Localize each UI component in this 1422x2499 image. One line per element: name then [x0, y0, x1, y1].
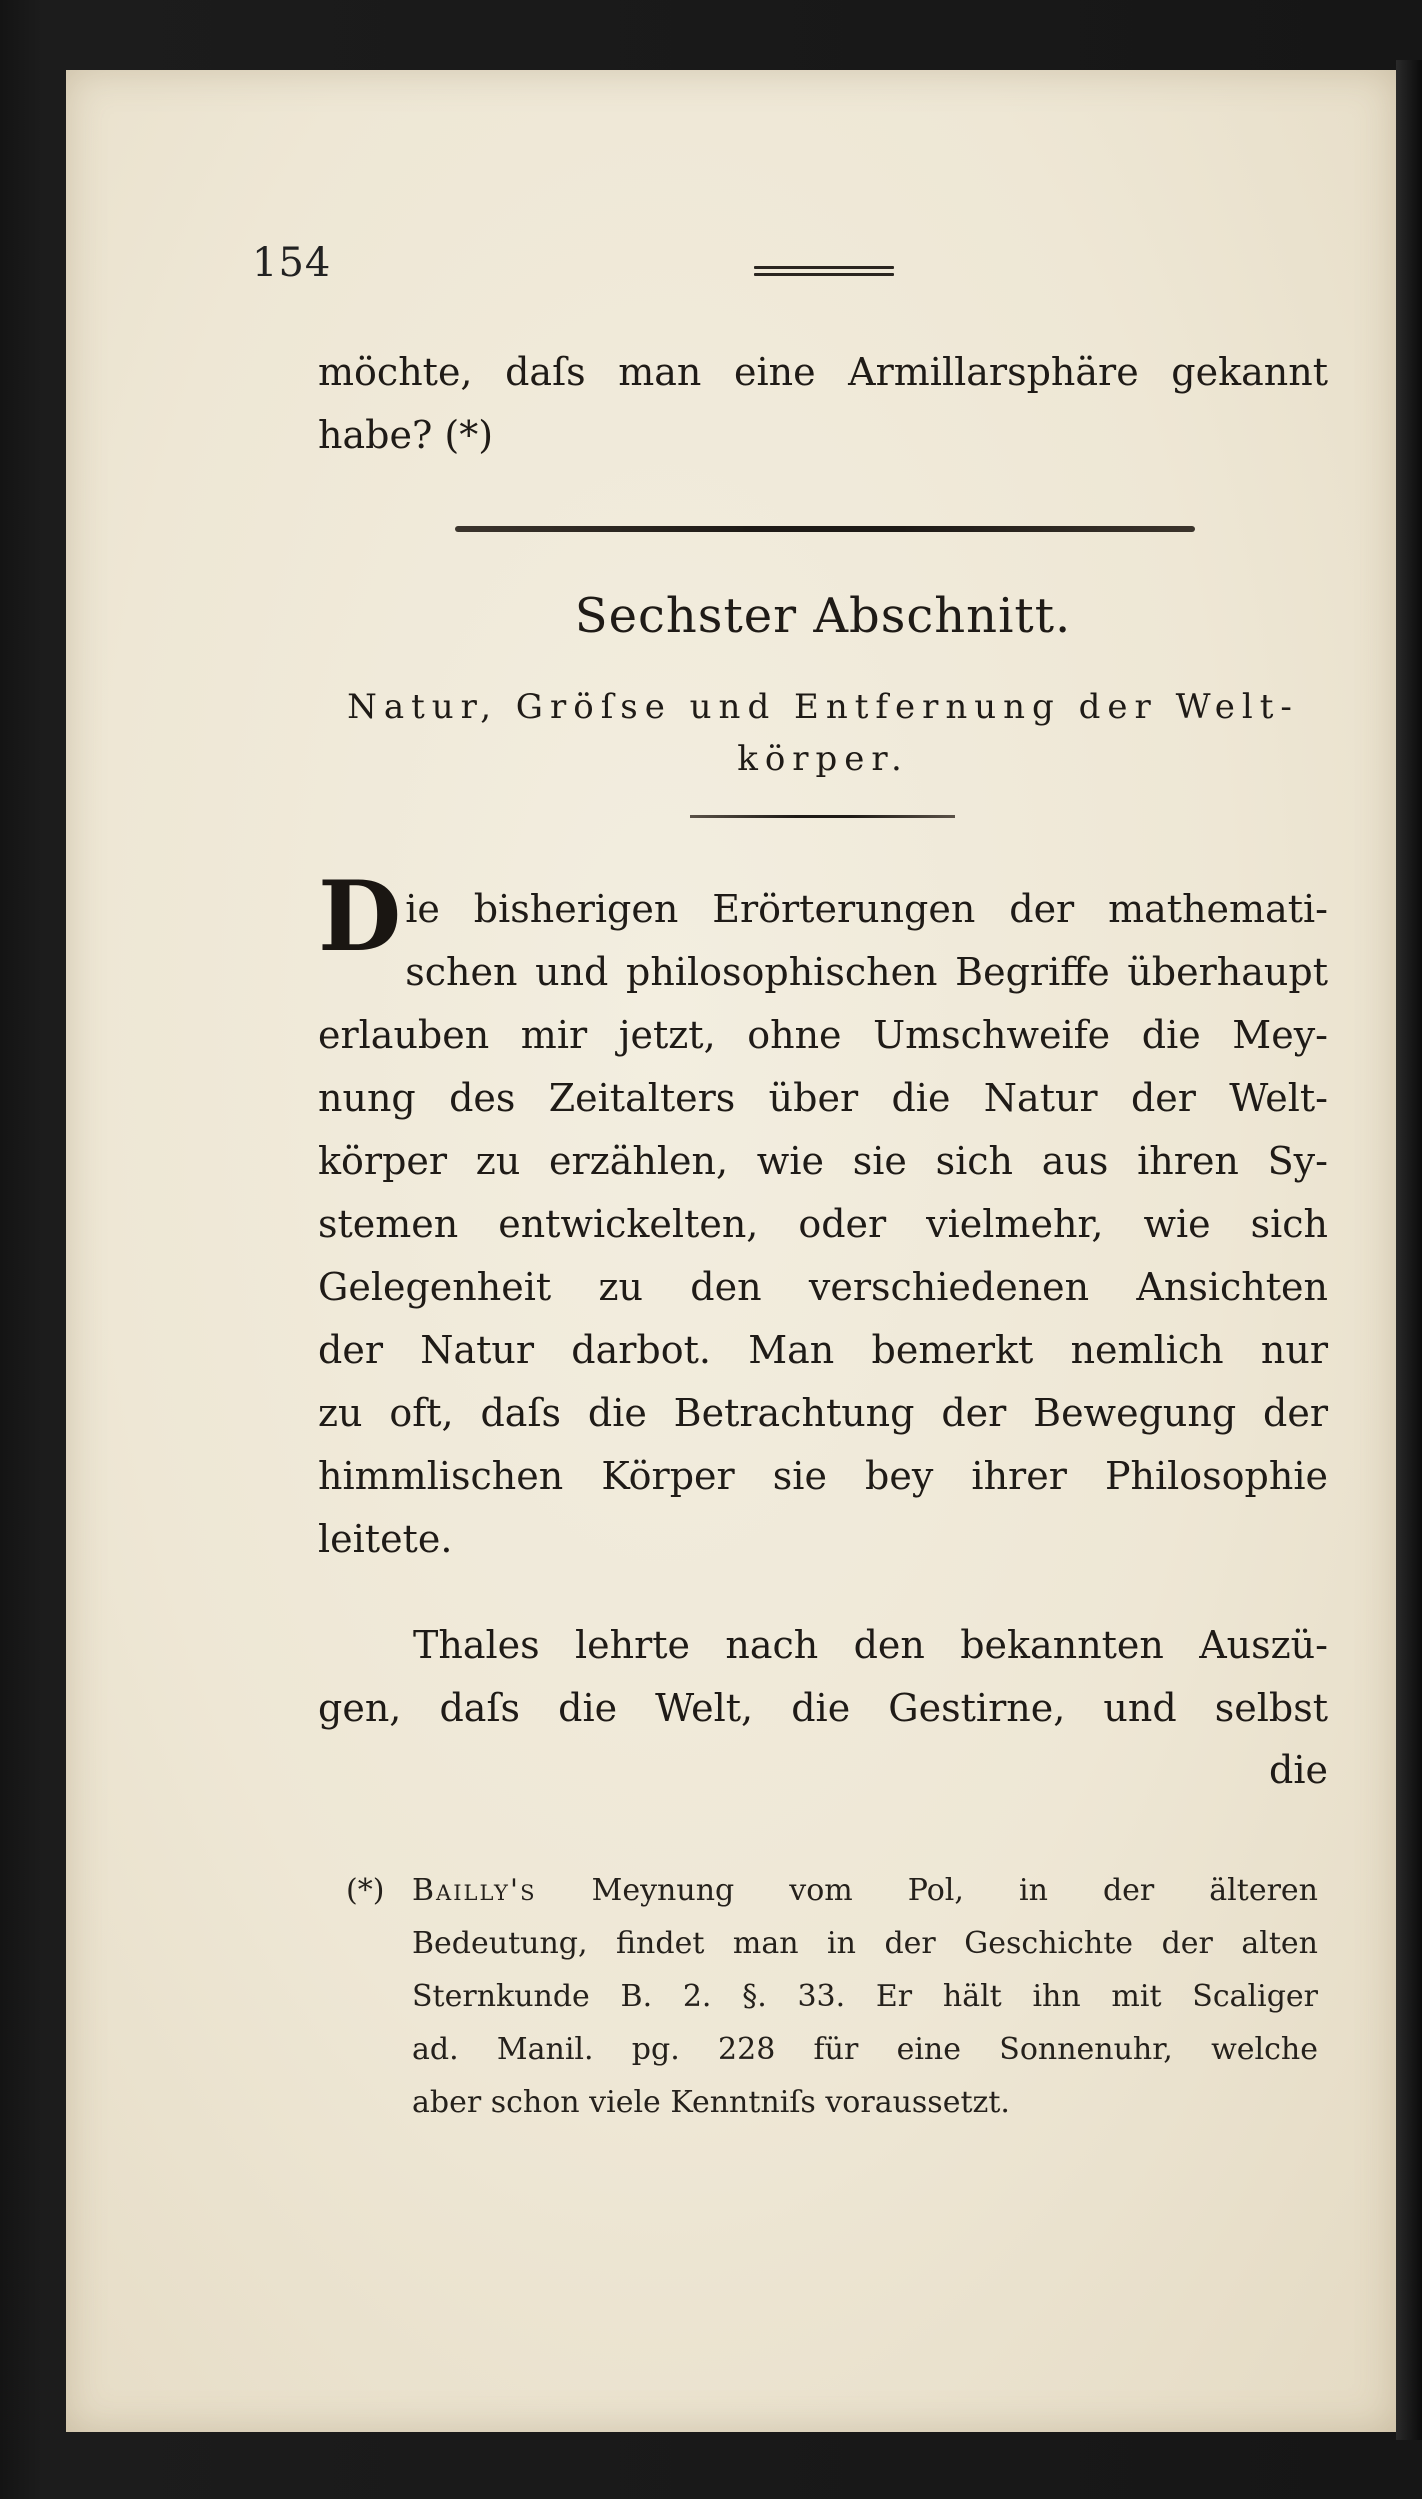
subtitle-line: Natur, Gröſse und Entfernung der Welt- [347, 687, 1299, 727]
footnote-author: Bailly's [412, 1873, 537, 1908]
book-edge [1396, 60, 1422, 2440]
footnote-line: Sternkunde B. 2. §. 33. Er hält ihn mit Scaliger [412, 1979, 1318, 2014]
text-line: habe? (*) [318, 413, 494, 457]
section-subtitle [318, 681, 1328, 785]
text-line: möchte, daſs man eine Armillarsphäre gekannt [318, 350, 1328, 394]
footnote-line: aber schon viele Kenntniſs voraussetzt. [412, 2085, 1010, 2120]
text-line: schen und philosophischen Begriffe überhaupt [405, 950, 1328, 994]
section-divider [455, 526, 1195, 532]
text-line: erlauben mir jetzt, ohne Umschweife die Mey- [318, 1013, 1328, 1057]
text-line: körper zu erzählen, wie sie sich aus ihren Sy- [318, 1139, 1328, 1183]
text-line: stemen entwickelten, oder vielmehr, wie sich [318, 1202, 1328, 1246]
text-line: leitete. [318, 1517, 453, 1561]
section-title: Sechster Abschnitt. [574, 588, 1072, 644]
drop-cap: D [318, 860, 402, 973]
subtitle-divider [690, 815, 955, 818]
paragraph-1 [318, 860, 1328, 1571]
subtitle-line: körper. [737, 739, 909, 779]
footnote-mark: (*) [346, 1873, 385, 1908]
continuation-text [318, 341, 1328, 467]
header-ornament [754, 266, 894, 284]
text-line: Thales lehrte nach den bekannten Auszü- [413, 1623, 1328, 1667]
page-number: 154 [252, 240, 332, 286]
footnote-line: Bedeutung, findet man in der Geschichte der alten [412, 1926, 1318, 1961]
text-line: der Natur darbot. Man bemerkt nemlich nur [318, 1328, 1328, 1372]
footnote-line: ad. Manil. pg. 228 für eine Sonnenuhr, welche [412, 2032, 1318, 2067]
text-line: ie bisherigen Erörterungen der mathemati- [405, 887, 1328, 931]
text-line: Gelegenheit zu den verschiedenen Ansichten [318, 1265, 1328, 1309]
paragraph-2 [318, 1614, 1328, 1740]
catch-word: die [1269, 1748, 1328, 1792]
footnote-line [412, 1864, 1318, 1917]
text-line: himmlischen Körper sie bey ihrer Philosophie [318, 1454, 1328, 1498]
footnote-line-rest: Meynung vom Pol, in der älteren [591, 1873, 1318, 1908]
text-line: zu oft, daſs die Betrachtung der Bewegung der [318, 1391, 1328, 1435]
text-line: nung des Zeitalters über die Natur der Welt- [318, 1076, 1328, 1120]
text-line: gen, daſs die Welt, die Gestirne, und selbst [318, 1686, 1328, 1730]
footnote [348, 1864, 1318, 2129]
running-header [252, 240, 1362, 300]
